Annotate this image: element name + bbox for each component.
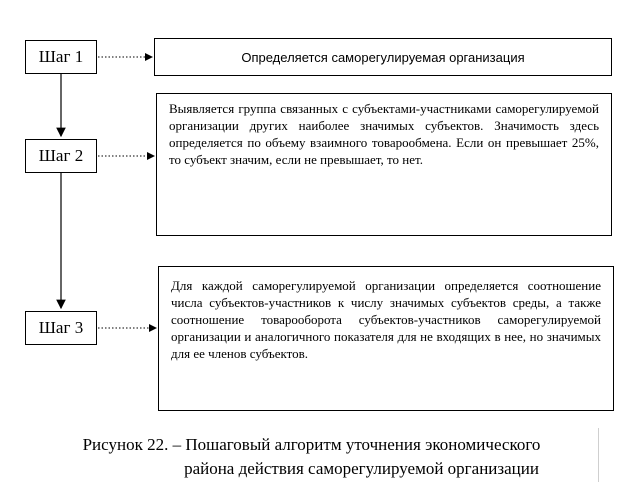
step-3-label: Шаг 3	[38, 318, 84, 337]
step-2-label: Шаг 2	[38, 146, 84, 165]
step-1-description	[154, 38, 612, 76]
step-1-label: Шаг 1	[38, 47, 84, 66]
step-1-text: Определяется саморегулируемая организация	[241, 49, 525, 65]
figure-caption-line-1: Рисунок 22. – Пошаговый алгоритм уточнения экономического	[82, 435, 541, 454]
step-2-description	[156, 93, 612, 236]
step-3-text: Для каждой саморегулируемой организации определяется соотношение числа субъектов-участников к числу значимых субъектов среды, а также соотношение товарооборота субъектов-участников саморегулируемой организации и аналогичного показателя для не входящих в нее, но значимых для ее членов субъектов.	[171, 278, 601, 361]
step-2-text: Выявляется группа связанных с субъектами-участниками саморегулируемой организации других наиболее значимых субъектов. Значимость здесь определяется по объему взаимного товарообмена. Если он превышает 25%, то субъект значим, если не превышает, то нет.	[169, 101, 599, 167]
step-2-box	[25, 139, 97, 173]
step-1-box	[25, 40, 97, 74]
figure-caption-line-2: района действия саморегулируемой организации	[184, 459, 539, 478]
step-3-description	[158, 266, 614, 411]
step-3-box	[25, 311, 97, 345]
